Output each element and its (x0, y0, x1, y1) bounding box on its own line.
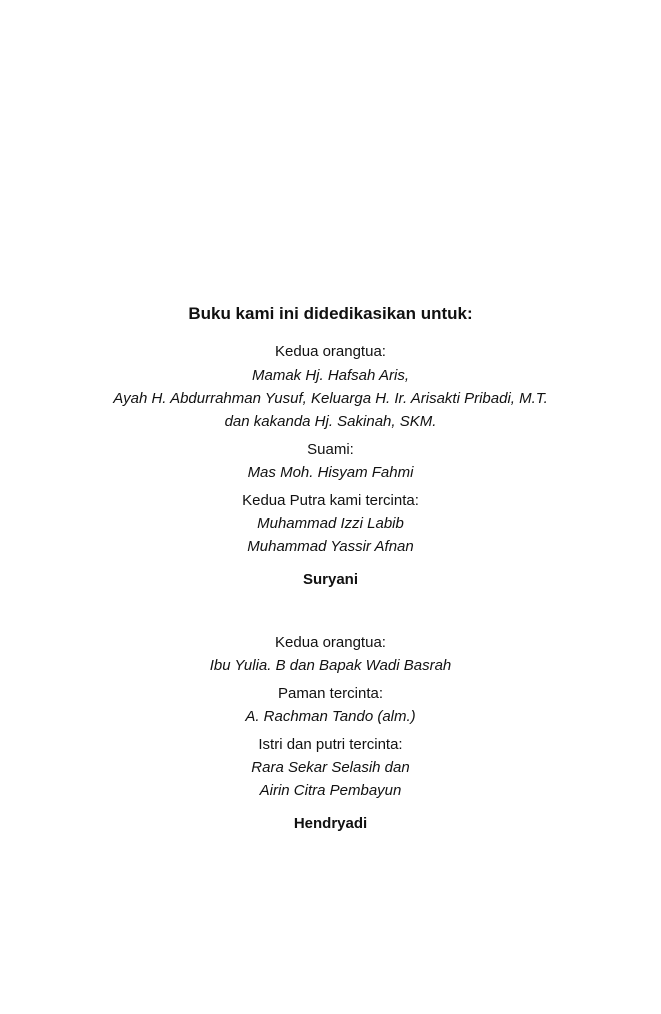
parents-label: Kedua orangtua: (275, 343, 386, 360)
family-label: Istri dan putri tercinta: (258, 736, 403, 753)
signature-suryani: Suryani (302, 571, 359, 588)
parents-name: Ibu Yulia. B dan Bapak Wadi Basrah (209, 657, 452, 674)
parents-label: Kedua orangtua: (275, 634, 386, 651)
husband-label: Suami: (307, 441, 354, 458)
family-name: Airin Citra Pembayun (259, 782, 402, 799)
parents-line: Ayah H. Abdurrahman Yusuf, Keluarga H. Ir. Arisakti Pribadi, M.T. (113, 390, 548, 407)
son-name: Muhammad Izzi Labib (257, 515, 404, 532)
parents-line: Mamak Hj. Hafsah Aris, (252, 367, 409, 384)
uncle-label: Paman tercinta: (277, 685, 384, 702)
son-name: Muhammad Yassir Afnan (247, 538, 414, 555)
sons-label: Kedua Putra kami tercinta: (242, 492, 419, 509)
family-name: Rara Sekar Selasih dan (251, 759, 410, 776)
dedication-heading: Buku kami ini didedikasikan untuk: (188, 304, 473, 323)
uncle-name: A. Rachman Tando (alm.) (245, 708, 416, 725)
husband-name: Mas Moh. Hisyam Fahmi (247, 464, 414, 481)
signature-hendryadi: Hendryadi (293, 815, 368, 832)
parents-line: dan kakanda Hj. Sakinah, SKM. (224, 413, 437, 430)
